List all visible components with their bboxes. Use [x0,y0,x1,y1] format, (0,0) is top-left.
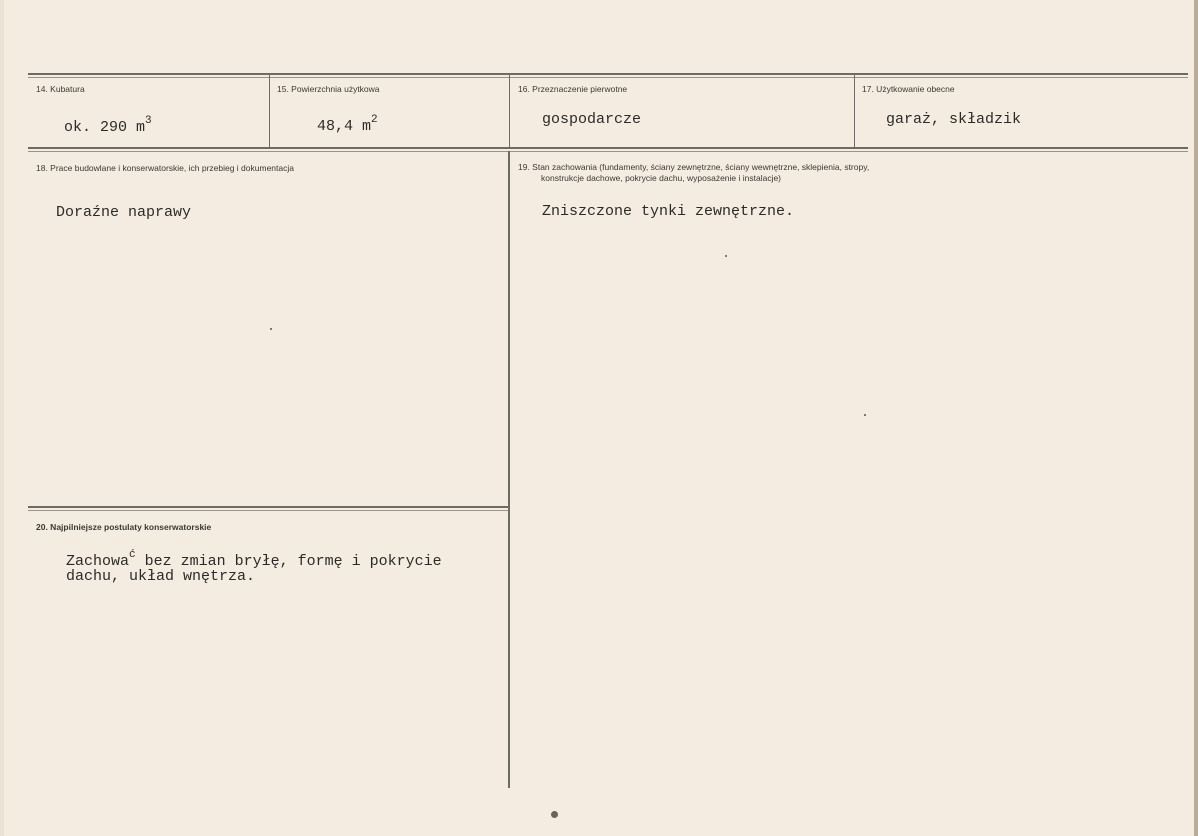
paper-speck [725,255,727,257]
field-20-line1-sup: ć [129,549,136,561]
field-20-line1-a: Zachowa [66,553,130,570]
divider-15-16 [509,75,510,149]
field-20-line1-b: bez zmian bryłę, formę i pokrycie [135,553,442,570]
paper-speck [551,811,558,818]
field-15-value [317,112,378,137]
field-15-text: 48,4 m [317,118,372,135]
paper-speck [270,328,272,330]
field-15-label: 15. Powierzchnia użytkowa [277,84,380,94]
section-18-20-rule [28,506,508,508]
divider-main [508,151,510,788]
row-rule [28,147,1188,149]
field-18-label: 18. Prace budowlane i konserwatorskie, ich przebieg i dokumentacja [36,163,294,173]
field-14-value [64,113,152,138]
field-14-label: 14. Kubatura [36,84,85,94]
row-rule-thin [28,151,1188,152]
field-14-text: ok. 290 m [64,119,146,136]
paper-speck [864,414,866,416]
field-16-value: gospodarcze [542,111,642,128]
field-20-line2: dachu, układ wnętrza. [66,568,256,585]
field-19-label-line1: 19. Stan zachowania (fundamenty, ściany zewnętrzne, ściany wewnętrzne, sklepienia, stropy, [518,162,870,172]
field-15-sup: 2 [371,114,378,126]
top-rule-thin [28,77,1188,78]
field-17-label: 17. Użytkowanie obecne [862,84,955,94]
field-19-value: Zniszczone tynki zewnętrzne. [542,203,795,220]
field-16-label: 16. Przeznaczenie pierwotne [518,84,628,94]
field-17-value: garaż, składzik [886,111,1022,128]
divider-16-17 [854,75,855,149]
field-18-value: Doraźne naprawy [56,204,192,221]
field-20-label: 20. Najpilniejsze postulaty konserwatorskie [36,522,212,532]
field-14-sup: 3 [145,115,152,127]
divider-14-15 [269,75,270,149]
section-18-20-rule-thin [28,510,508,511]
field-19-label-line2: konstrukcje dachowe, pokrycie dachu, wyposażenie i instalacje) [541,173,782,183]
top-rule [28,73,1188,75]
